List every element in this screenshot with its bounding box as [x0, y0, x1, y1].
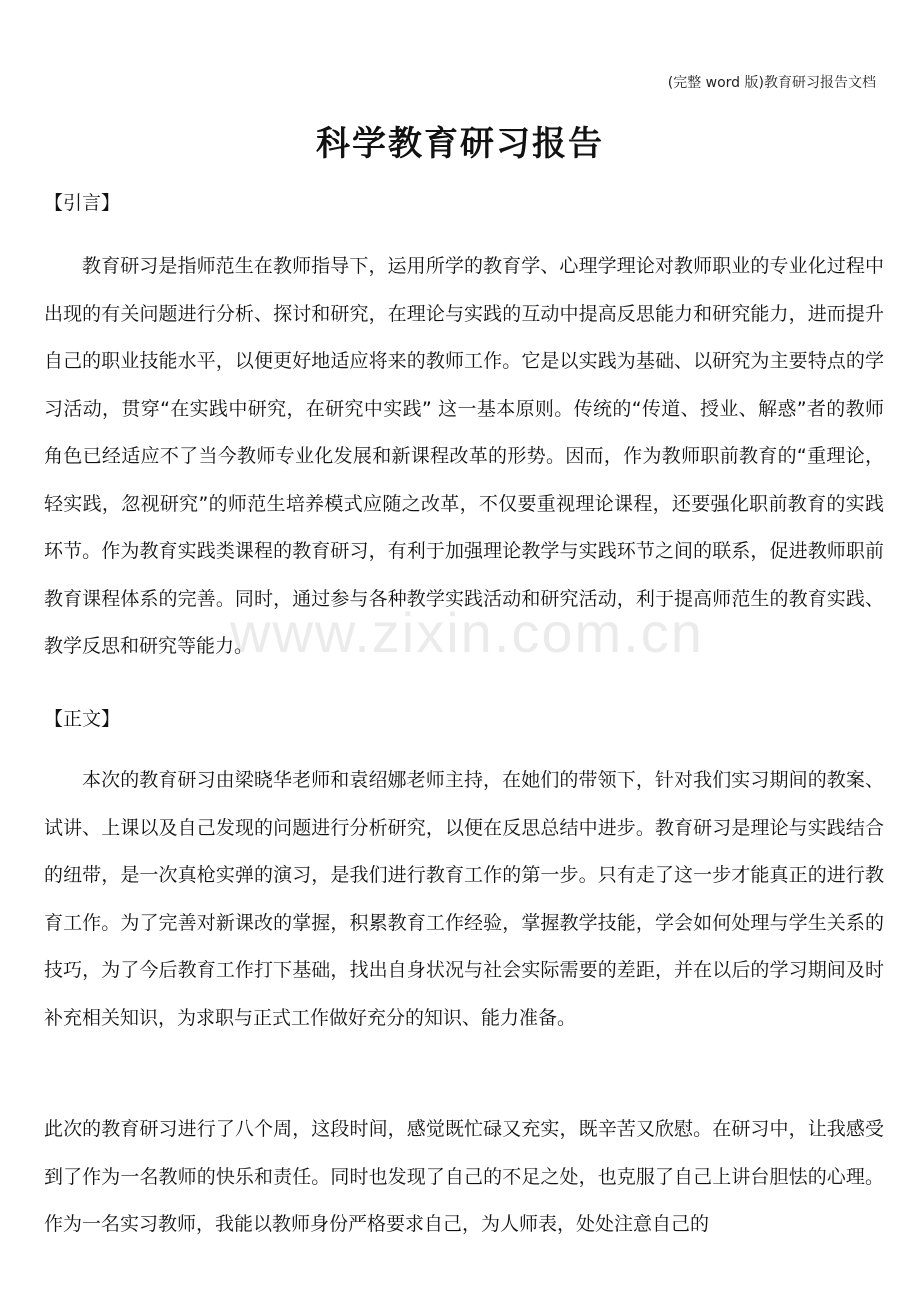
header-note: (完整 word 版)教育研习报告文档 — [667, 75, 876, 91]
body-paragraph-1: 本次的教育研习由梁晓华老师和袁绍娜老师主持，在她们的带领下，针对我们实习期间的教案、试讲、上课以及自己发现的问题进行分析研究，以便在反思总结中进步。教育研习是理论与实践结合的纽带，是一次真枪实弹的演习，是我们进行教育工作的第一步。只有走了这一步才能真正的进行教育工作。为了完善对新课改的掌握，积累教育工作经验，掌握教学技能，学会如何处理与学生关系的技巧，为了今后教育工作打下基础，找出自身状况与社会实际需要的差距，并在以后的学习期间及时补充相关知识，为求职与正式工作做好充分的知识、能力准备。 — [44, 769, 884, 1029]
body-heading: 【正文】 — [44, 708, 121, 730]
body-paragraph-2: 此次的教育研习进行了八个周，这段时间，感觉既忙碌又充实，既辛苦又欣慰。在研习中，让我感受到了作为一名教师的快乐和责任。同时也发现了自己的不足之处，也克服了自己上讲台胆怯的心理。作为一名实习教师，我能以教师身份严格要求自己，为人师表，处处注意自己的 — [44, 1118, 884, 1235]
page-title: 科学教育研习报告 — [316, 124, 604, 164]
intro-heading: 【引言】 — [44, 192, 121, 214]
watermark: www.zixin.com.cn — [230, 601, 704, 664]
intro-paragraph: 教育研习是指师范生在教师指导下，运用所学的教育学、心理学理论对教师职业的专业化过程中出现的有关问题进行分析、探讨和研究，在理论与实践的互动中提高反思能力和研究能力，进而提升自己的职业技能水平，以便更好地适应将来的教师工作。它是以实践为基础、以研究为主要特点的学习活动，贯穿“在实践中研究，在研究中实践” 这一基本原则。传统的“传道、授业、解惑”者的教师角色已经适应不了当今教师专业化发展和新课程改革的形势。因而，作为教师职前教育的“重理论，轻实践，忽视研究”的师范生培养模式应随之改革，不仅要重视理论课程，还要强化职前教育的实践环节。作为教育实践类课程的教育研习，有利于加强理论教学与实践环节之间的联系，促进教师职前教育课程体系的完善。同时，通过参与各种教学实践活动和研究活动，利于提高师范生的教育实践、教学反思和研究等能力。 — [44, 255, 884, 657]
